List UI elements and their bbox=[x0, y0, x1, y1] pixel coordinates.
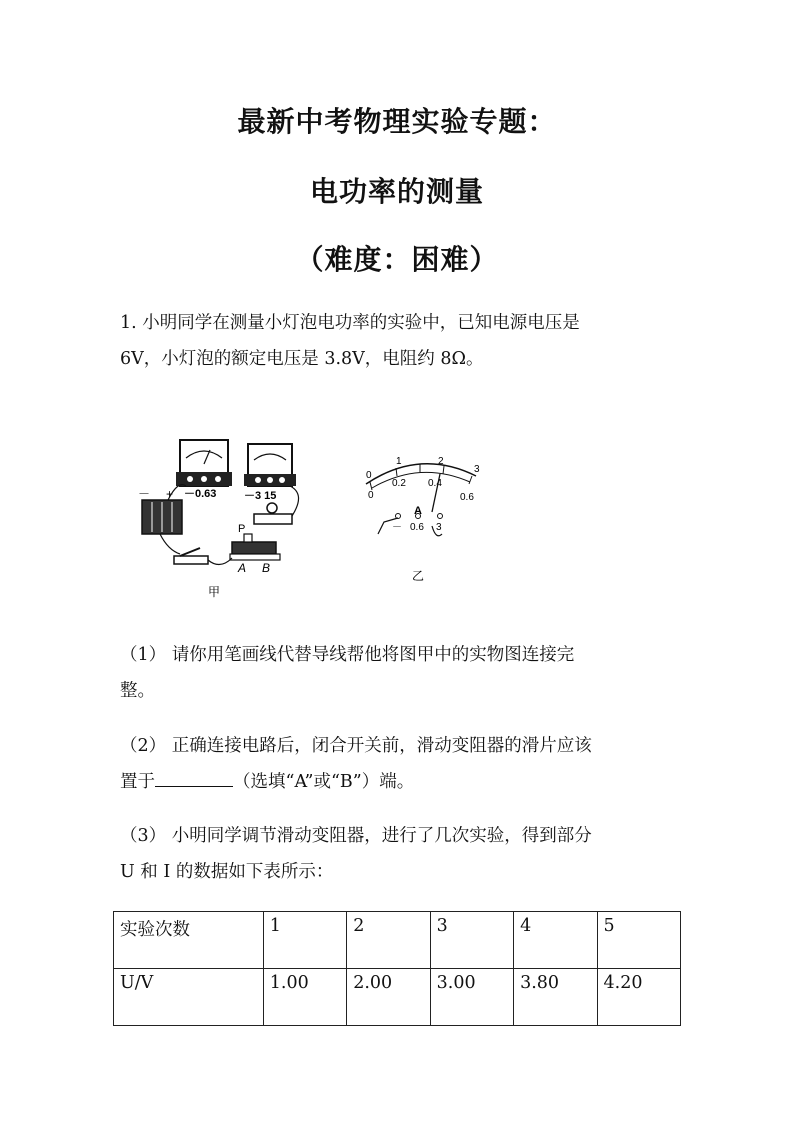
data-table bbox=[113, 911, 681, 1026]
dial-bottom-1: 0.2 bbox=[392, 478, 406, 489]
table-cell: U/V bbox=[114, 969, 264, 1026]
ammeter-dial-yi bbox=[366, 456, 480, 583]
voltmeter-terminal-label: －3 15 bbox=[244, 490, 277, 502]
q1-line-1: （1） 请你用笔画线代替导线帮他将图甲中的实物图连接完 bbox=[120, 645, 575, 665]
q3-line-2: U 和 I 的数据如下表所示： bbox=[120, 862, 334, 882]
q2-prefix: 置于 bbox=[120, 772, 155, 792]
table-header-row bbox=[114, 912, 681, 969]
slider-p-label: P bbox=[238, 523, 246, 535]
table-cell: 2.00 bbox=[347, 969, 430, 1026]
table-cell: 5 bbox=[597, 912, 680, 969]
dial-bottom-3: 0.6 bbox=[460, 492, 474, 503]
question-intro bbox=[120, 305, 680, 377]
q1-line-2: 整。 bbox=[120, 681, 155, 701]
voltmeter-device bbox=[244, 444, 296, 502]
ammeter-terminal-label: －0.63 bbox=[184, 488, 217, 500]
table-cell: 实验次数 bbox=[114, 912, 264, 969]
ammeter-device bbox=[176, 440, 232, 500]
battery-minus-label: － bbox=[138, 487, 151, 501]
dial-bottom-2: 0.4 bbox=[428, 478, 442, 489]
q2-suffix: （选填“A”或“B”）端。 bbox=[233, 772, 415, 792]
q2-line-1: （2） 正确连接电路后，闭合开关前，滑动变阻器的滑片应该 bbox=[120, 736, 592, 756]
figure-caption-jia: 甲 bbox=[208, 585, 221, 599]
page-title: 最新中考物理实验专题： bbox=[237, 105, 557, 138]
dial-terminal-3: 3 bbox=[436, 522, 442, 533]
battery-plus-label: + bbox=[166, 487, 174, 501]
rheostat-end-a: A bbox=[238, 561, 247, 575]
table-cell: 1.00 bbox=[263, 969, 346, 1026]
dial-top-2: 2 bbox=[438, 456, 444, 467]
intro-line-2: 6V，小灯泡的额定电压是 3.8V，电阻约 8Ω。 bbox=[120, 349, 484, 369]
difficulty-label: （难度：困难） bbox=[295, 243, 499, 276]
table-row bbox=[114, 969, 681, 1026]
dial-unit-symbol: A bbox=[414, 505, 422, 517]
table-cell: 2 bbox=[347, 912, 430, 969]
table-cell: 1 bbox=[263, 912, 346, 969]
battery-device bbox=[138, 485, 186, 534]
dial-bottom-0: 0 bbox=[368, 490, 374, 501]
answer-blank[interactable] bbox=[155, 768, 233, 787]
switch-device bbox=[160, 534, 208, 564]
question-part-3 bbox=[120, 818, 680, 890]
table-cell: 4.20 bbox=[597, 969, 680, 1026]
circuit-figure bbox=[120, 430, 520, 610]
table-cell: 3 bbox=[430, 912, 513, 969]
table-cell: 3.00 bbox=[430, 969, 513, 1026]
rheostat-device bbox=[208, 523, 280, 575]
dial-terminal-minus: － bbox=[392, 522, 402, 533]
table-cell: 3.80 bbox=[514, 969, 597, 1026]
figure-caption-yi: 乙 bbox=[412, 569, 425, 583]
dial-top-1: 1 bbox=[396, 456, 402, 467]
table-cell: 4 bbox=[514, 912, 597, 969]
q2-line-2 bbox=[120, 764, 680, 800]
rheostat-end-b: B bbox=[262, 561, 271, 575]
dial-top-3: 3 bbox=[474, 464, 480, 475]
question-part-2 bbox=[120, 728, 680, 800]
dial-top-0: 0 bbox=[366, 470, 372, 481]
circuit-figure-svg bbox=[120, 430, 520, 610]
q3-line-1: （3） 小明同学调节滑动变阻器，进行了几次实验，得到部分 bbox=[120, 826, 592, 846]
page-subtitle: 电功率的测量 bbox=[309, 175, 484, 208]
question-part-1 bbox=[120, 637, 680, 709]
dial-terminal-06: 0.6 bbox=[410, 522, 424, 533]
intro-line-1: 1. 小明同学在测量小灯泡电功率的实验中，已知电源电压是 bbox=[120, 313, 580, 333]
